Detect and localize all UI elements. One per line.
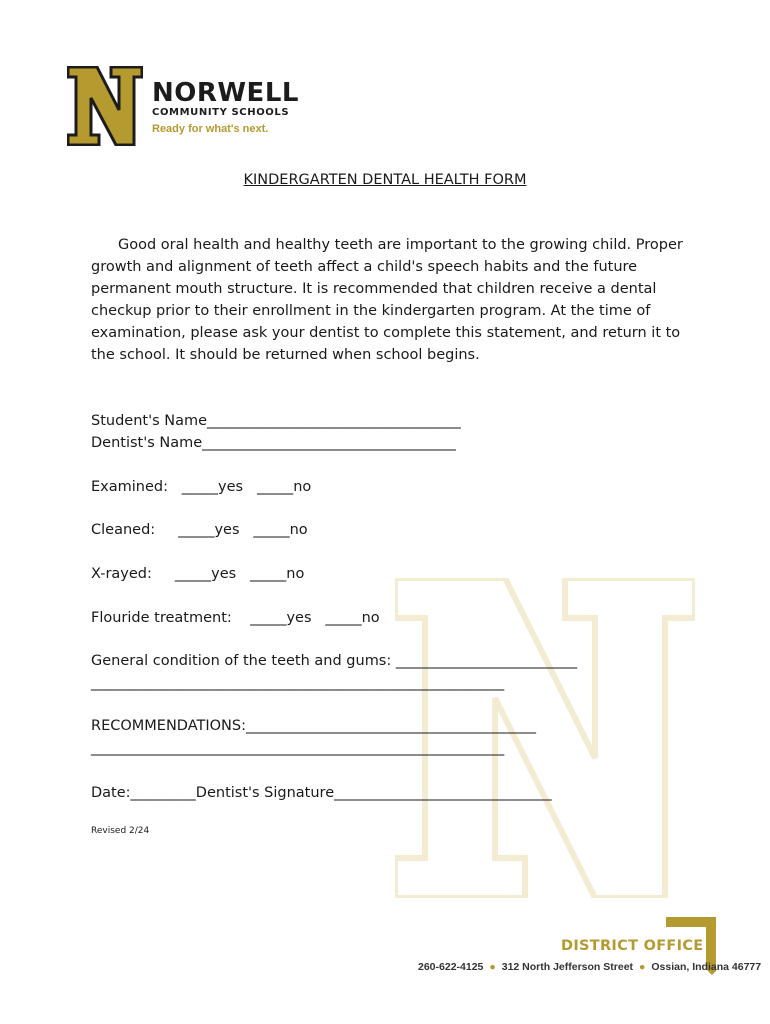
general-condition-field[interactable]: General condition of the teeth and gums: _________________________ [91,653,578,669]
office-street: 312 North Jefferson Street [501,961,634,973]
intro-paragraph [91,234,691,366]
office-city: Ossian, Indiana 46777 [651,961,762,973]
student-name-field[interactable]: Student's Name___________________________________ [91,413,461,429]
examined-field[interactable]: Examined: _____yes _____no [91,479,312,495]
general-condition-continuation[interactable]: _________________________________________________________ [91,675,505,691]
logo-name: NORWELL [152,78,299,108]
office-phone: 260-622-4125 [418,961,484,973]
district-office-label: DISTRICT OFFICE [561,938,704,954]
logo-subtitle: COMMUNITY SCHOOLS [152,107,290,118]
recommendations-continuation[interactable]: _________________________________________________________ [91,740,505,756]
form-title: KINDERGARTEN DENTAL HEALTH FORM [243,172,527,188]
norwell-n-logo-icon [67,66,143,146]
bullet-icon: ● [489,961,496,973]
bullet-icon: ● [639,961,646,973]
recommendations-field[interactable]: RECOMMENDATIONS:________________________________________ [91,718,536,734]
date-signature-field[interactable]: Date:_________Dentist's Signature______________________________ [91,785,552,801]
district-office-contact [418,962,761,973]
revision-note: Revised 2/24 [91,826,150,836]
dentist-name-field[interactable]: Dentist's Name___________________________________ [91,435,456,451]
intro-text: Good oral health and healthy teeth are important to the growing child. Proper growth and alignment of teeth affect a child's speech habits and the future permanent mouth structure. It is recommended that children receive a dental checkup prior to their enrollment in the kindergarten program. At the time of examination, please ask your dentist to complete this statement, and return it to the school. It should be returned when school begins. [91,237,683,363]
xrayed-field[interactable]: X-rayed: _____yes _____no [91,566,305,582]
logo-tagline: Ready for what's next. [152,123,269,135]
fluoride-field[interactable]: Flouride treatment: _____yes _____no [91,610,380,626]
cleaned-field[interactable]: Cleaned: _____yes _____no [91,522,308,538]
